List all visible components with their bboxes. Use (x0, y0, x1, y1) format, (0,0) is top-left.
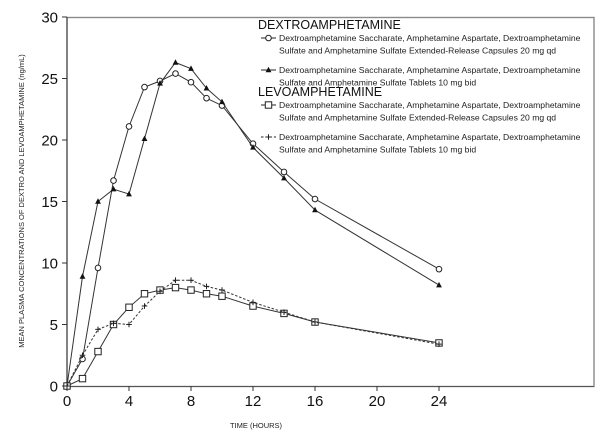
filled-triangle-marker-icon (111, 186, 117, 192)
y-axis-ticks (41, 10, 67, 396)
plus-marker-icon (95, 327, 101, 333)
y-tick-label: 10 (41, 255, 58, 273)
open-square-marker-icon (172, 284, 178, 290)
filled-triangle-marker-icon (80, 273, 86, 279)
open-square-marker-icon (141, 291, 147, 297)
legend-group-heading: LEVOAMPHETAMINE (258, 85, 383, 99)
plus-marker-icon (219, 287, 225, 293)
plus-marker-icon (204, 284, 210, 290)
legend-group-heading: DEXTROAMPHETAMINE (258, 18, 401, 32)
filled-triangle-marker-icon (219, 99, 225, 105)
open-square-marker-icon (126, 304, 132, 310)
open-circle-marker-icon (173, 71, 179, 77)
open-circle-marker-icon (126, 124, 132, 130)
open-square-marker-icon (95, 348, 101, 354)
filled-triangle-marker-icon (266, 67, 272, 73)
filled-triangle-marker-icon (95, 198, 101, 204)
x-tick-label: 4 (124, 393, 134, 410)
legend-label: Dextroamphetamine Saccharate, Amphetamine Aspartate, Dextroamphetamine (279, 33, 581, 43)
open-square-marker-icon (203, 291, 209, 297)
open-circle-marker-icon (95, 265, 101, 271)
legend-entry (261, 33, 581, 56)
open-square-marker-icon (265, 102, 271, 108)
x-axis-ticks (63, 386, 448, 410)
legend (258, 18, 581, 155)
legend-label: Dextroamphetamine Saccharate, Amphetamine Aspartate, Dextroamphetamine (279, 65, 581, 75)
x-tick-label: 24 (430, 393, 448, 410)
x-tick-label: 12 (244, 393, 262, 410)
legend-label: Dextroamphetamine Saccharate, Amphetamine Aspartate, Dextroamphetamine (279, 100, 581, 110)
open-square-marker-icon (79, 375, 85, 381)
filled-triangle-marker-icon (142, 135, 148, 141)
open-circle-marker-icon (266, 35, 272, 41)
legend-entry (261, 132, 581, 155)
y-tick-label: 5 (49, 317, 58, 334)
open-square-marker-icon (219, 293, 225, 299)
x-tick-label: 0 (62, 393, 72, 410)
plus-marker-icon (173, 277, 179, 283)
open-circle-marker-icon (281, 169, 287, 175)
open-circle-marker-icon (111, 178, 117, 184)
open-circle-marker-icon (204, 95, 210, 101)
x-axis-title: TIME (HOURS) (229, 421, 283, 430)
y-tick-label: 15 (41, 194, 58, 211)
series-4 (64, 277, 442, 388)
legend-label: Dextroamphetamine Saccharate, Amphetamine Aspartate, Dextroamphetamine (279, 132, 581, 142)
open-square-marker-icon (188, 287, 194, 293)
legend-entry (261, 100, 581, 123)
open-circle-marker-icon (188, 79, 194, 85)
x-tick-label: 20 (368, 393, 386, 410)
x-tick-label: 8 (186, 393, 196, 410)
plus-marker-icon (266, 134, 272, 140)
plus-marker-icon (188, 277, 194, 283)
series-line (67, 63, 439, 387)
legend-label: Sulfate and Amphetamine Sulfate Extended-Release Capsules 20 mg qd (279, 45, 557, 56)
filled-triangle-marker-icon (173, 59, 179, 65)
y-tick-label: 20 (41, 132, 58, 150)
y-tick-label: 0 (49, 378, 58, 396)
x-tick-label: 16 (306, 393, 324, 410)
filled-triangle-marker-icon (436, 282, 442, 288)
y-tick-label: 25 (41, 71, 58, 88)
legend-label: Sulfate and Amphetamine Sulfate Extended-Release Capsules 20 mg qd (279, 112, 557, 123)
open-circle-marker-icon (312, 196, 318, 202)
open-circle-marker-icon (142, 84, 148, 90)
legend-label: Sulfate and Amphetamine Sulfate Tablets 10 mg bid (279, 77, 477, 88)
y-tick-label: 30 (41, 9, 58, 27)
open-circle-marker-icon (436, 266, 442, 272)
legend-label: Sulfate and Amphetamine Sulfate Tablets 10 mg bid (279, 144, 477, 155)
y-axis-title: MEAN PLASMA CONCENTRATIONS OF DEXTRO AND LEVOAMPHETAMINE (ng/mL) (17, 54, 26, 348)
